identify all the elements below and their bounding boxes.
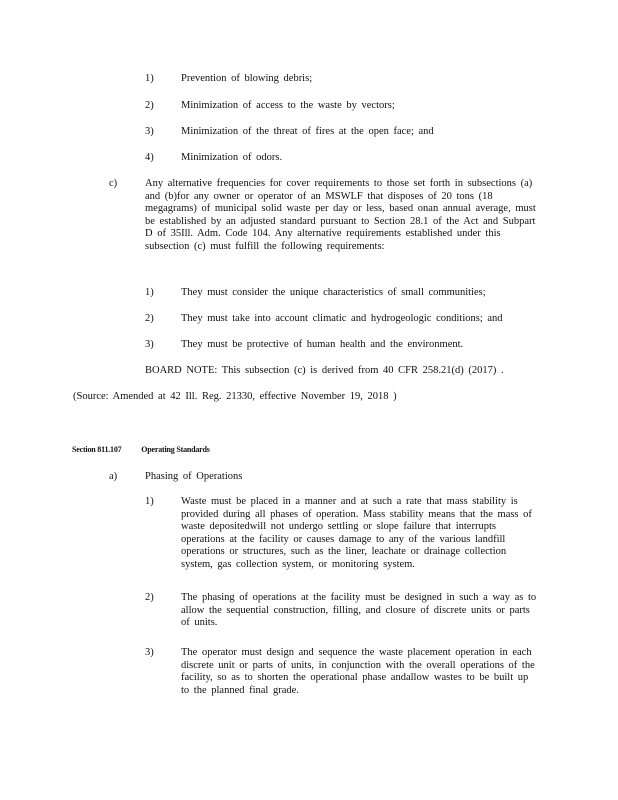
list-item-text: Minimization of odors.: [181, 152, 283, 163]
source-citation: (Source: Amended at 42 Ill. Reg. 21330, effective November 19, 2018 ): [73, 391, 397, 402]
list-item-number: 4): [145, 152, 154, 163]
list-item-text: They must be protective of human health and the environment.: [181, 339, 464, 350]
section-title: Operating Standards: [141, 445, 210, 454]
subsection-number: c): [109, 178, 118, 189]
list-item-number: 1): [145, 73, 154, 84]
list-item-number: 2): [145, 592, 154, 603]
section-heading: [72, 445, 210, 455]
list-item-text: The phasing of operations at the facility must be designed in such a way as to allow the sequential construction, filling, and closure of discrete units or parts of units.: [181, 592, 537, 628]
list-item-text: They must take into account climatic and hydrogeologic conditions; and: [181, 313, 503, 324]
list-item-text: Minimization of access to the waste by vectors;: [181, 100, 395, 111]
board-note: BOARD NOTE: This subsection (c) is derived from 40 CFR 258.21(d) (2017) .: [145, 365, 504, 376]
list-item-number: 3): [145, 126, 154, 137]
list-item-number: 3): [145, 647, 154, 658]
list-item-number: 1): [145, 496, 154, 507]
list-item-text: Prevention of blowing debris;: [181, 73, 313, 84]
list-item-number: 2): [145, 313, 154, 324]
list-item-text: Minimization of the threat of fires at the open face; and: [181, 126, 434, 137]
list-item-number: 1): [145, 287, 154, 298]
subsection-heading: Phasing of Operations: [145, 471, 243, 482]
list-item-text: Waste must be placed in a manner and at such a rate that mass stability is provided during all phases of operation. Mass stability means that the mass of waste depositedwill not undergo settling or slope failure that interrupts operations at the facility or causes damage to any of the various landfill operations or structures, such as the liner, leachate or drainage collection system, gas collection system, or monitoring system.: [181, 496, 532, 570]
list-item-text: The operator must design and sequence the waste placement operation in each discrete unit or parts of units, in conjunction with the overall operations of the facility, so as to shorten the operational phase andallow wastes to be built up to the planned final grade.: [181, 647, 535, 696]
list-item-number: 3): [145, 339, 154, 350]
subsection-number: a): [109, 471, 118, 482]
list-item-number: 2): [145, 100, 154, 111]
subsection-text: Any alternative frequencies for cover requirements to those set forth in subsections (a) and (b)for any owner or operator of an MSWLF that disposes of 20 tons (18 megagrams) of municipal solid waste per day or less, based onan annual average, must be established by an adjusted standard pursuant to Section 28.1 of the Act and Subpart D of 35Ill. Adm. Code 104. Any alternative requirements established under this subsection (c) must fulfill the following requirements:: [145, 178, 536, 252]
section-number: Section 811.107: [72, 445, 122, 454]
list-item-text: They must consider the unique characteristics of small communities;: [181, 287, 486, 298]
